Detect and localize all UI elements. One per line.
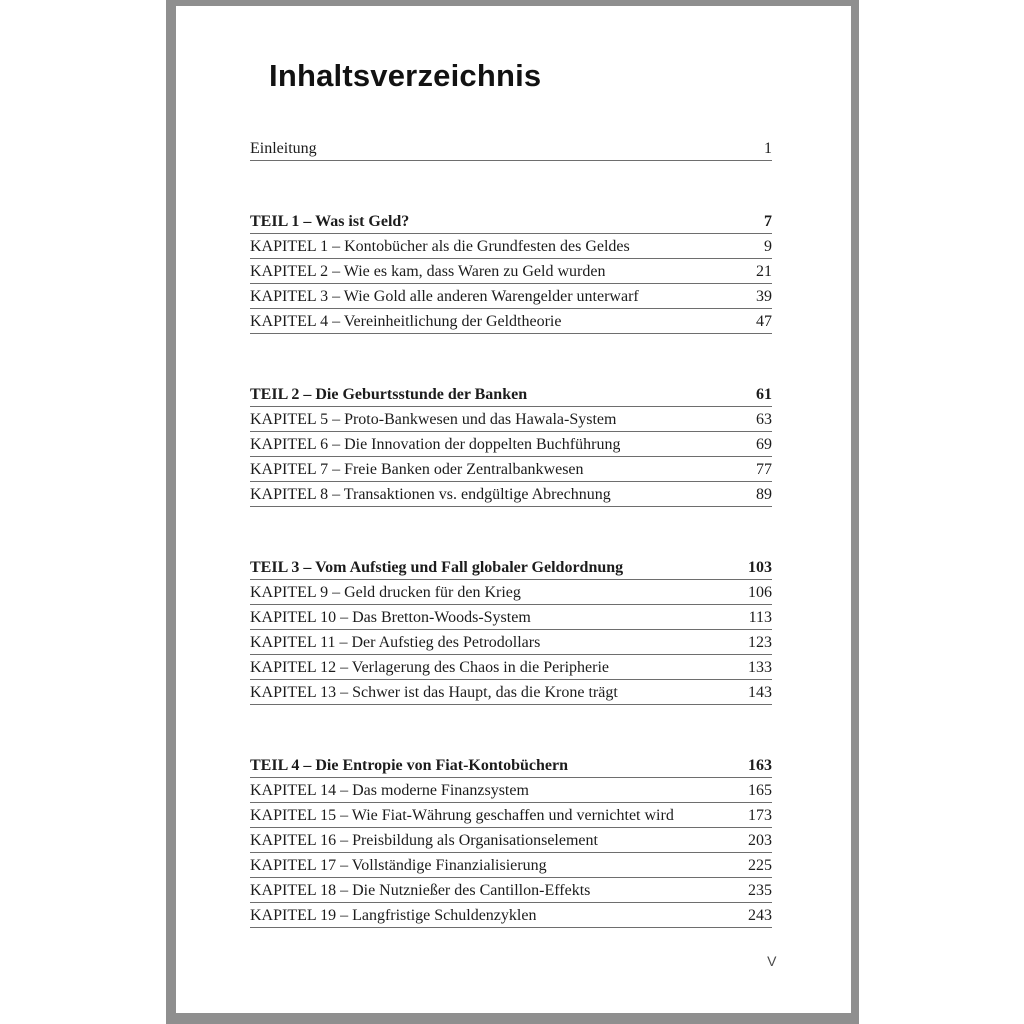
entry-label: KAPITEL 18 – Die Nutznießer des Cantillon-Effekts bbox=[250, 882, 591, 899]
entry-page-number: 89 bbox=[756, 486, 772, 503]
entry-page-number: 9 bbox=[764, 238, 772, 255]
entry-label: KAPITEL 7 – Freie Banken oder Zentralbankwesen bbox=[250, 461, 584, 478]
entry-page-number: 113 bbox=[748, 609, 772, 626]
entry-page-number: 77 bbox=[756, 461, 772, 478]
toc-section-heading bbox=[250, 382, 772, 407]
entry-label: KAPITEL 4 – Vereinheitlichung der Geldtheorie bbox=[250, 313, 562, 330]
page-title: Inhaltsverzeichnis bbox=[269, 58, 542, 93]
page-frame bbox=[166, 0, 859, 1024]
toc-section bbox=[250, 555, 772, 705]
entry-label: KAPITEL 2 – Wie es kam, dass Waren zu Geld wurden bbox=[250, 263, 606, 280]
toc-section bbox=[250, 382, 772, 507]
entry-label: KAPITEL 8 – Transaktionen vs. endgültige Abrechnung bbox=[250, 486, 611, 503]
entry-label: KAPITEL 12 – Verlagerung des Chaos in die Peripherie bbox=[250, 659, 610, 676]
entry-label: Einleitung bbox=[250, 140, 317, 157]
toc-chapter-entry bbox=[250, 432, 772, 457]
document-page bbox=[176, 6, 851, 1013]
entry-label: KAPITEL 5 – Proto-Bankwesen und das Hawala-System bbox=[250, 411, 617, 428]
toc-chapter-entry bbox=[250, 878, 772, 903]
entry-page-number: 21 bbox=[756, 263, 772, 280]
entry-label: TEIL 1 – Was ist Geld? bbox=[250, 213, 410, 230]
entry-label: KAPITEL 19 – Langfristige Schuldenzyklen bbox=[250, 907, 537, 924]
toc-section-heading bbox=[250, 555, 772, 580]
entry-label: TEIL 3 – Vom Aufstieg und Fall globaler Geldordnung bbox=[250, 559, 624, 576]
entry-page-number: 47 bbox=[756, 313, 772, 330]
entry-label: KAPITEL 6 – Die Innovation der doppelten Buchführung bbox=[250, 436, 621, 453]
toc-chapter-entry bbox=[250, 828, 772, 853]
toc-chapter-entry bbox=[250, 457, 772, 482]
toc-chapter-entry bbox=[250, 259, 772, 284]
toc-section-heading bbox=[250, 753, 772, 778]
entry-label: TEIL 4 – Die Entropie von Fiat-Kontobüchern bbox=[250, 757, 568, 774]
folio-page-number: V bbox=[767, 953, 777, 969]
entry-label: KAPITEL 13 – Schwer ist das Haupt, das die Krone trägt bbox=[250, 684, 618, 701]
entry-page-number: 163 bbox=[748, 757, 772, 774]
entry-page-number: 243 bbox=[748, 907, 772, 924]
entry-page-number: 106 bbox=[748, 584, 772, 601]
toc-chapter-entry bbox=[250, 407, 772, 432]
entry-label: KAPITEL 11 – Der Aufstieg des Petrodollars bbox=[250, 634, 541, 651]
toc-chapter-entry bbox=[250, 284, 772, 309]
entry-page-number: 123 bbox=[748, 634, 772, 651]
entry-page-number: 39 bbox=[756, 288, 772, 305]
entry-label: KAPITEL 1 – Kontobücher als die Grundfesten des Geldes bbox=[250, 238, 630, 255]
entry-page-number: 235 bbox=[748, 882, 772, 899]
entry-page-number: 173 bbox=[748, 807, 772, 824]
toc-chapter-entry bbox=[250, 803, 772, 828]
toc-chapter-entry bbox=[250, 778, 772, 803]
toc-chapter-entry bbox=[250, 903, 772, 928]
entry-page-number: 1 bbox=[764, 140, 772, 157]
entry-page-number: 133 bbox=[748, 659, 772, 676]
toc-sections bbox=[250, 209, 772, 928]
entry-page-number: 69 bbox=[756, 436, 772, 453]
entry-page-number: 61 bbox=[756, 386, 772, 403]
toc-chapter-entry bbox=[250, 309, 772, 334]
toc-chapter-entry bbox=[250, 680, 772, 705]
toc-chapter-entry bbox=[250, 655, 772, 680]
toc-chapter-entry bbox=[250, 482, 772, 507]
toc-intro-entry bbox=[250, 136, 772, 161]
toc-chapter-entry bbox=[250, 630, 772, 655]
entry-label: KAPITEL 17 – Vollständige Finanzialisierung bbox=[250, 857, 547, 874]
entry-page-number: 7 bbox=[764, 213, 772, 230]
entry-label: TEIL 2 – Die Geburtsstunde der Banken bbox=[250, 386, 528, 403]
entry-page-number: 165 bbox=[748, 782, 772, 799]
toc-chapter-entry bbox=[250, 234, 772, 259]
entry-label: KAPITEL 16 – Preisbildung als Organisationselement bbox=[250, 832, 598, 849]
toc-chapter-entry bbox=[250, 605, 772, 630]
entry-label: KAPITEL 3 – Wie Gold alle anderen Warengelder unterwarf bbox=[250, 288, 639, 305]
toc-section-heading bbox=[250, 209, 772, 234]
toc-chapter-entry bbox=[250, 580, 772, 605]
entry-label: KAPITEL 14 – Das moderne Finanzsystem bbox=[250, 782, 529, 799]
entry-label: KAPITEL 15 – Wie Fiat-Währung geschaffen und vernichtet wird bbox=[250, 807, 674, 824]
table-of-contents bbox=[250, 136, 772, 928]
toc-section bbox=[250, 209, 772, 334]
entry-page-number: 63 bbox=[756, 411, 772, 428]
entry-label: KAPITEL 9 – Geld drucken für den Krieg bbox=[250, 584, 521, 601]
entry-page-number: 225 bbox=[748, 857, 772, 874]
entry-page-number: 103 bbox=[748, 559, 772, 576]
entry-label: KAPITEL 10 – Das Bretton-Woods-System bbox=[250, 609, 531, 626]
entry-page-number: 143 bbox=[748, 684, 772, 701]
entry-page-number: 203 bbox=[748, 832, 772, 849]
toc-section bbox=[250, 753, 772, 928]
toc-chapter-entry bbox=[250, 853, 772, 878]
